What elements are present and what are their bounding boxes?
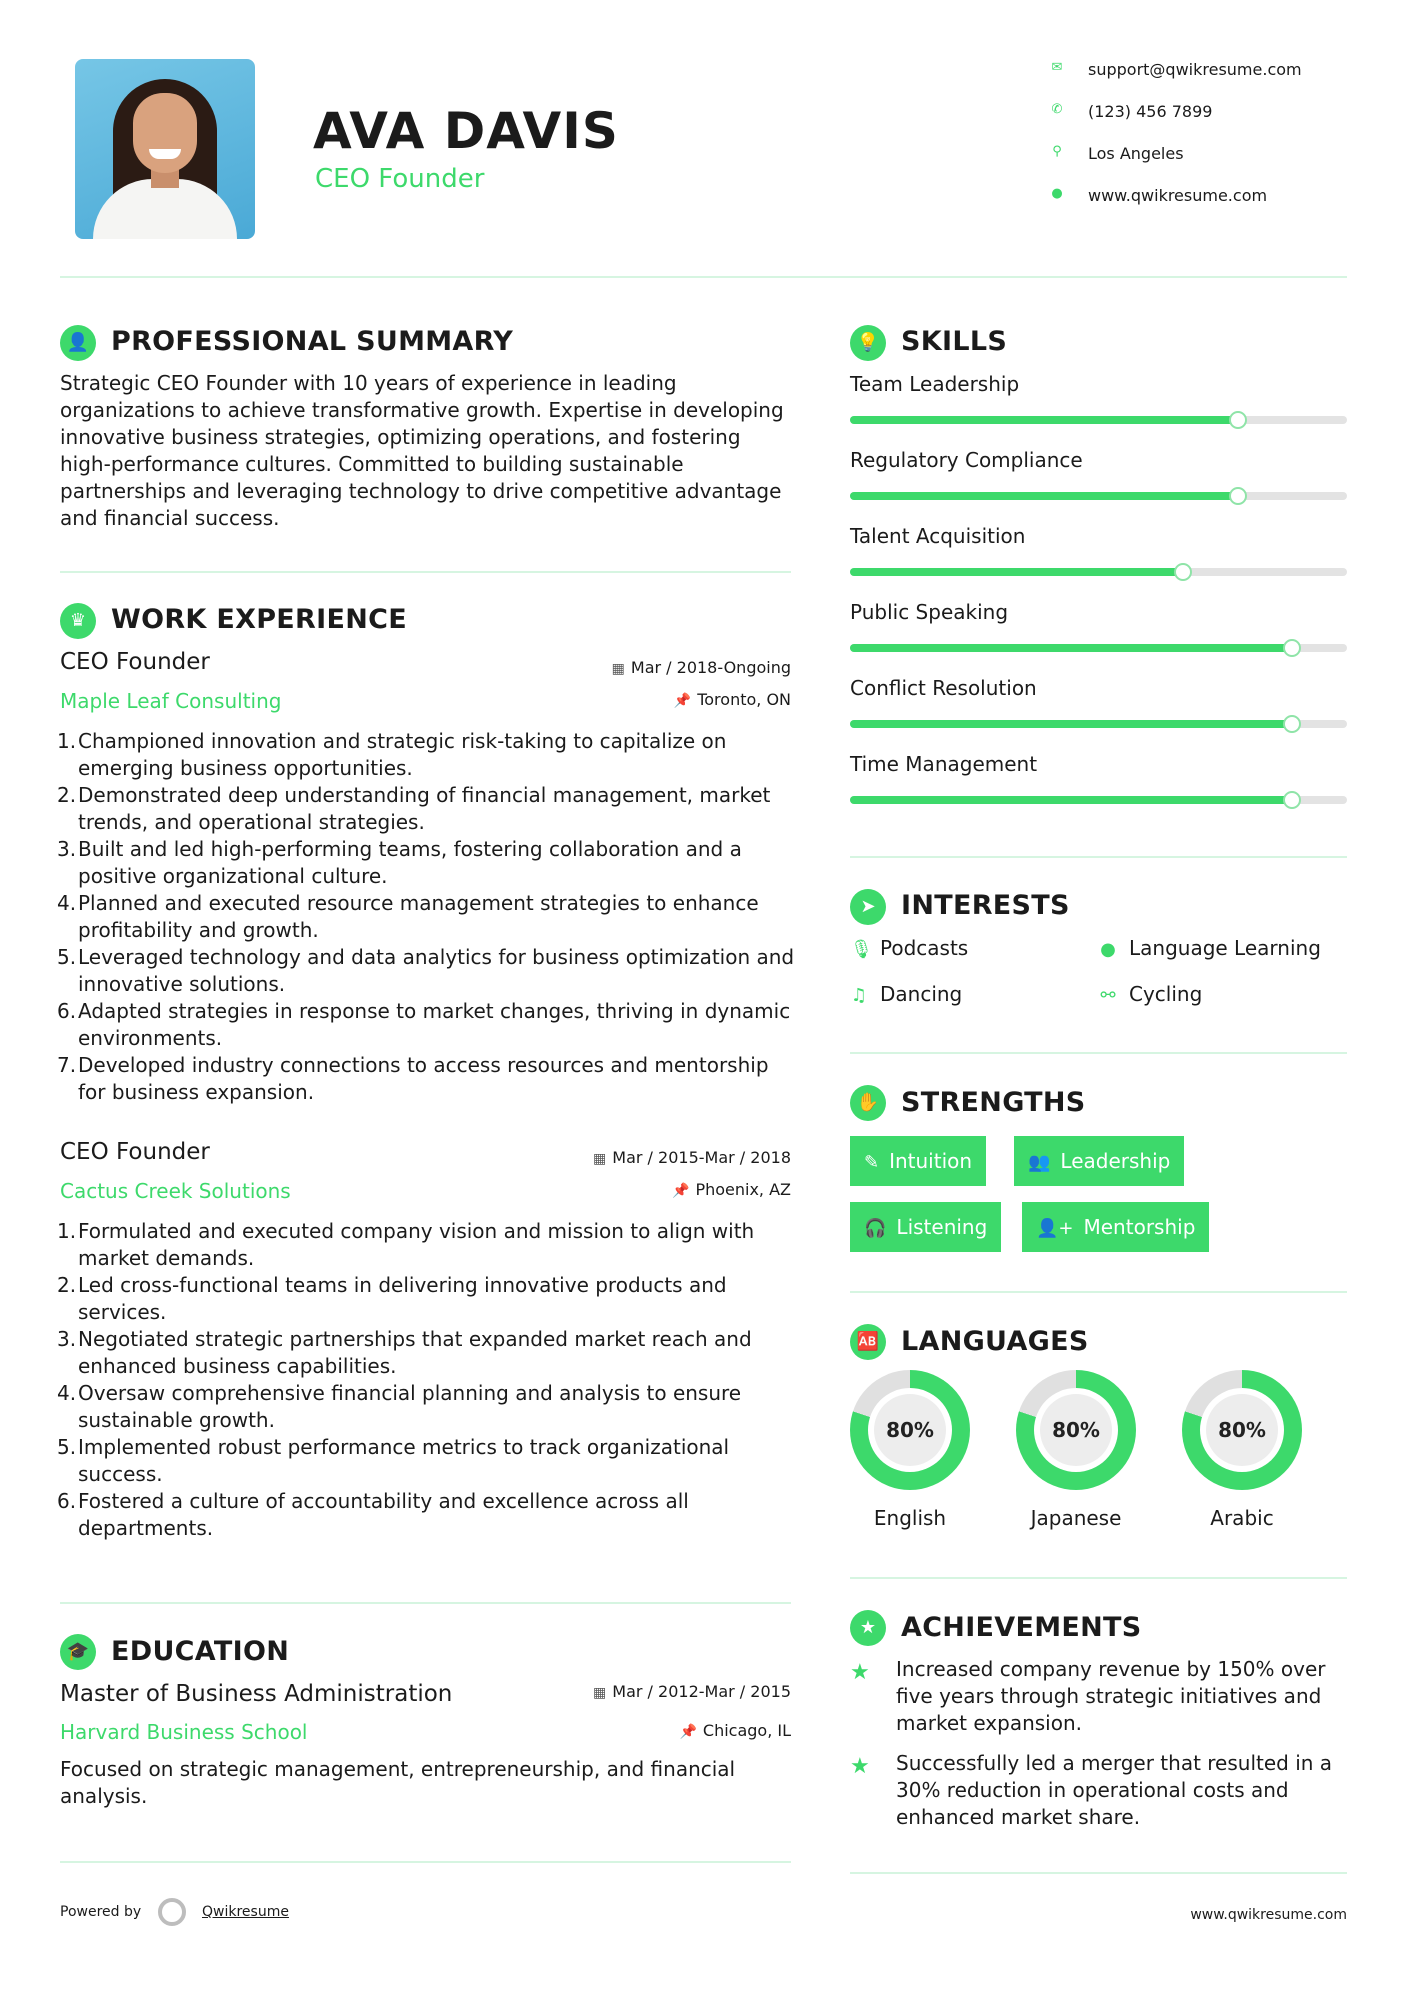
skill-bar-knob: [1229, 411, 1247, 429]
skill-bar-knob: [1283, 715, 1301, 733]
skills-heading: SKILLS: [901, 326, 1008, 357]
globe-icon: ●: [1051, 186, 1063, 201]
star-badge-icon: ★: [850, 1610, 886, 1646]
work-heading: WORK EXPERIENCE: [111, 604, 407, 635]
calendar-icon: ▦: [593, 1685, 607, 1701]
achievements-heading: ACHIEVEMENTS: [901, 1612, 1142, 1643]
interest-item-dancing: ♫ Dancing: [850, 982, 963, 1006]
candidate-name: AVA DAVIS: [313, 102, 619, 160]
phone-icon: ✆: [1051, 102, 1063, 117]
skill-bar-fill: [850, 568, 1183, 576]
list-item: 6. Fostered a culture of accountability and excellence across all departments.: [57, 1489, 689, 1540]
footer-url[interactable]: www.qwikresume.com: [1190, 1907, 1347, 1923]
star-icon: ★: [850, 1754, 870, 1779]
education-divider: [60, 1861, 791, 1863]
graduation-icon: 🎓: [60, 1634, 96, 1670]
pin-icon: 📌: [679, 1724, 697, 1740]
school-name: Harvard Business School: [60, 1720, 308, 1744]
language-percent: 80%: [1040, 1394, 1112, 1466]
skill-bar-fill: [850, 416, 1238, 424]
list-item: 2. Led cross-functional teams in delivering innovative products and services.: [57, 1273, 727, 1324]
skill-label: Talent Acquisition: [850, 524, 1026, 548]
work-divider: [60, 1602, 791, 1604]
languages-divider: [850, 1577, 1347, 1579]
qwikresume-logo-icon: [158, 1898, 186, 1926]
language-percent: 80%: [874, 1394, 946, 1466]
summary-divider: [60, 571, 791, 573]
education-date: ▦ Mar / 2012-Mar / 2015: [593, 1682, 791, 1701]
job-title: CEO Founder: [60, 649, 210, 675]
pin-icon: 📌: [673, 693, 692, 709]
summary-heading: PROFESSIONAL SUMMARY: [111, 326, 514, 357]
list-item: 1. Championed innovation and strategic risk-taking to capitalize on emerging business opportunities.: [57, 729, 727, 780]
skill-bar-knob: [1174, 563, 1192, 581]
language-name: Arabic: [1210, 1506, 1274, 1530]
users-icon: 👥: [1028, 1152, 1051, 1173]
calendar-icon: ▦: [593, 1151, 607, 1167]
paper-plane-icon: ➤: [850, 889, 886, 925]
language-name: Japanese: [1030, 1506, 1122, 1530]
pin-icon: 📌: [672, 1183, 690, 1199]
skill-bar-knob: [1283, 639, 1301, 657]
lightbulb-icon: 💡: [850, 325, 886, 361]
skill-label: Public Speaking: [850, 600, 1009, 624]
interests-divider: [850, 1052, 1347, 1054]
magic-wand-icon: ✎: [864, 1152, 880, 1173]
job-date: ▦ Mar / 2018-Ongoing: [611, 658, 791, 677]
list-item: 4. Planned and executed resource management strategies to enhance profitability and growth.: [57, 891, 759, 942]
strength-chip-listening: 🎧 Listening: [850, 1202, 1001, 1252]
achievements-divider: [850, 1872, 1347, 1874]
music-note-icon: ♫: [850, 985, 868, 1006]
education-text: Focused on strategic management, entrepreneurship, and financial analysis.: [60, 1757, 736, 1808]
skill-bar: [850, 416, 1347, 424]
interest-item-podcasts: 🎙 Podcasts: [850, 936, 969, 960]
globe-icon: ●: [1100, 939, 1116, 960]
list-item: 6. Adapted strategies in response to market changes, thriving in dynamic environments.: [57, 999, 791, 1050]
calendar-icon: ▦: [611, 661, 625, 677]
achievement-item: Increased company revenue by 150% over five years through strategic initiatives and market expansion.: [896, 1657, 1326, 1735]
job-duties: [57, 728, 795, 1106]
strengths-divider: [850, 1291, 1347, 1293]
skill-bar-fill: [850, 796, 1292, 804]
skill-bar: [850, 568, 1347, 576]
list-item: 5. Implemented robust performance metrics to track organizational success.: [57, 1435, 730, 1486]
job-company: Cactus Creek Solutions: [60, 1179, 291, 1203]
header-divider: [60, 276, 1347, 278]
hand-icon: ✋: [850, 1085, 886, 1121]
skill-bar-fill: [850, 492, 1238, 500]
skill-bar-fill: [850, 720, 1292, 728]
skills-divider: [850, 856, 1347, 858]
job-date: ▦ Mar / 2015-Mar / 2018: [593, 1148, 791, 1167]
skill-bar: [850, 796, 1347, 804]
skill-label: Team Leadership: [850, 372, 1020, 396]
language-icon: 🆎: [850, 1324, 886, 1360]
achievement-item: Successfully led a merger that resulted in a 30% reduction in operational costs and enhanced market share.: [896, 1751, 1333, 1829]
envelope-icon: ✉: [1051, 60, 1063, 75]
user-plus-icon: 👤+: [1036, 1218, 1074, 1239]
language-ring: [1182, 1370, 1302, 1490]
brand-link[interactable]: Qwikresume: [202, 1904, 289, 1920]
job-duties: [57, 1218, 795, 1542]
job-company: Maple Leaf Consulting: [60, 689, 282, 713]
list-item: 5. Leveraged technology and data analytics for business optimization and innovative solutions.: [57, 945, 795, 996]
list-item: 4. Oversaw comprehensive financial planning and analysis to ensure sustainable growth.: [57, 1381, 742, 1432]
language-percent: 80%: [1206, 1394, 1278, 1466]
powered-by-label: Powered by: [60, 1904, 142, 1920]
interests-heading: INTERESTS: [901, 890, 1070, 921]
education-location: 📌 Chicago, IL: [679, 1721, 791, 1740]
microphone-icon: 🎙: [850, 939, 873, 960]
language-ring: [850, 1370, 970, 1490]
list-item: 3. Negotiated strategic partnerships that expanded market reach and enhanced business capabilities.: [57, 1327, 752, 1378]
skill-bar: [850, 720, 1347, 728]
headphones-icon: 🎧: [864, 1218, 887, 1239]
interest-item-cycling: ⚯ Cycling: [1100, 982, 1203, 1006]
list-item: 2. Demonstrated deep understanding of financial management, market trends, and operational strategies.: [57, 783, 771, 834]
profile-photo: [75, 59, 255, 239]
languages-heading: LANGUAGES: [901, 1326, 1089, 1357]
candidate-title: CEO Founder: [315, 164, 485, 194]
location-pin-icon: ⚲: [1052, 144, 1062, 159]
language-ring: [1016, 1370, 1136, 1490]
skill-label: Conflict Resolution: [850, 676, 1037, 700]
list-item: 3. Built and led high-performing teams, fostering collaboration and a positive organizational culture.: [57, 837, 742, 888]
job-location: 📌 Phoenix, AZ: [672, 1180, 791, 1199]
strengths-heading: STRENGTHS: [901, 1087, 1086, 1118]
skill-bar-knob: [1229, 487, 1247, 505]
degree-title: Master of Business Administration: [60, 1681, 453, 1707]
summary-text: Strategic CEO Founder with 10 years of experience in leading organizations to achieve transformative growth. Expertise in developing innovative business strategies, optimizing operations, and fostering high-performance cultures. Committed to building sustainable partnerships and leveraging technology to drive competitive advantage and financial success.: [60, 371, 784, 530]
skill-label: Time Management: [850, 752, 1038, 776]
user-icon: 👤: [60, 325, 96, 361]
strength-chip-intuition: ✎ Intuition: [850, 1136, 986, 1186]
job-title: CEO Founder: [60, 1139, 210, 1165]
star-icon: ★: [850, 1660, 870, 1685]
language-name: English: [873, 1506, 947, 1530]
strength-chip-leadership: 👥 Leadership: [1014, 1136, 1184, 1186]
bicycle-icon: ⚯: [1100, 985, 1116, 1006]
briefcase-icon: ♛: [60, 603, 96, 639]
interest-item-language-learning: ● Language Learning: [1100, 936, 1321, 960]
skill-bar-fill: [850, 644, 1292, 652]
skill-bar: [850, 644, 1347, 652]
strength-chip-mentorship: 👤+ Mentorship: [1022, 1202, 1209, 1252]
job-location: 📌 Toronto, ON: [673, 690, 791, 709]
list-item: 1. Formulated and executed company vision and mission to align with market demands.: [57, 1219, 755, 1270]
skill-bar: [850, 492, 1347, 500]
skill-bar-knob: [1283, 791, 1301, 809]
education-heading: EDUCATION: [111, 1636, 290, 1667]
list-item: 7. Developed industry connections to access resources and mentorship for business expansion.: [57, 1053, 769, 1104]
skill-label: Regulatory Compliance: [850, 448, 1083, 472]
